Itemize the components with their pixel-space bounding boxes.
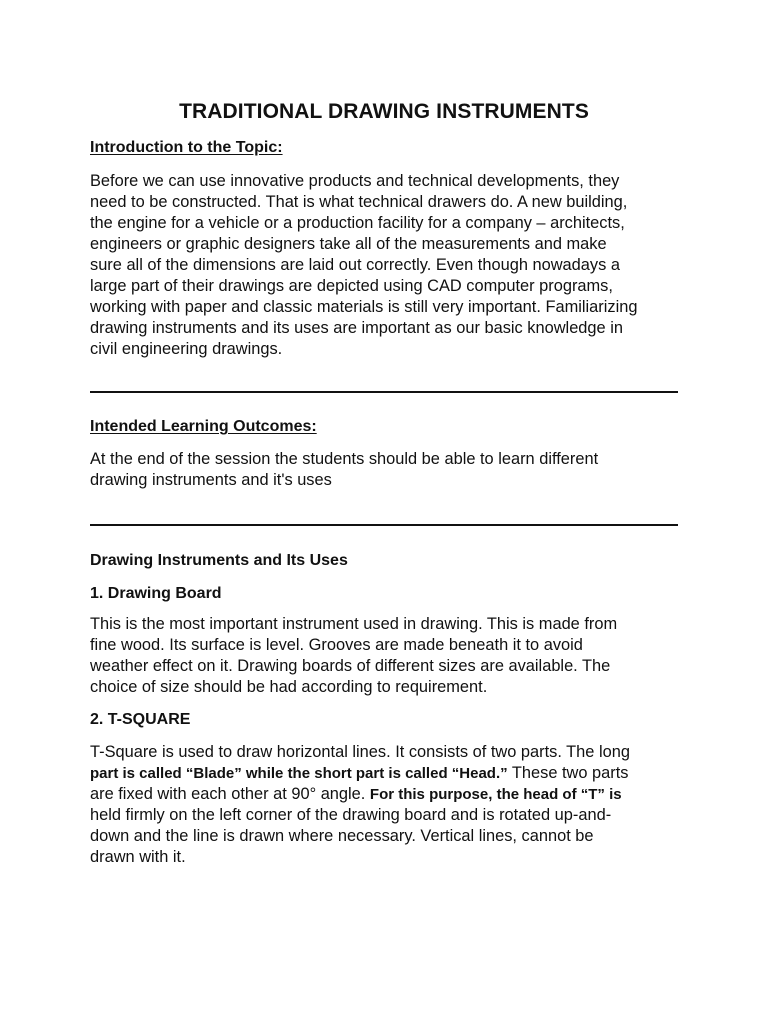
board-line: fine wood. Its surface is level. Grooves are made beneath it to avoid [90,636,583,654]
tsquare-line: T-Square is used to draw horizontal lines. It consists of two parts. The long [90,743,630,761]
board-line: weather effect on it. Drawing boards of different sizes are available. The [90,657,611,675]
outcomes-heading: Intended Learning Outcomes: [90,418,317,435]
intro-line: Before we can use innovative products and technical developments, they [90,172,620,190]
intro-line: working with paper and classic materials is still very important. Familiarizing [90,298,638,316]
intro-line: engineers or graphic designers take all of the measurements and make [90,235,607,253]
intro-line: sure all of the dimensions are laid out correctly. Even though nowadays a [90,256,620,274]
intro-line: civil engineering drawings. [90,340,283,358]
tsquare-bold-text: part is called “Blade” while the short part is called “Head.” [90,765,508,782]
intro-line: the engine for a vehicle or a production facility for a company – architects, [90,214,625,232]
document-title: TRADITIONAL DRAWING INSTRUMENTS [179,100,589,123]
intro-heading: Introduction to the Topic: [90,139,283,156]
board-line: This is the most important instrument used in drawing. This is made from [90,615,618,633]
intro-line: need to be constructed. That is what technical drawers do. A new building, [90,193,628,211]
outcomes-paragraph [90,449,690,491]
tsquare-line: down and the line is drawn where necessary. Vertical lines, cannot be [90,827,594,845]
outcomes-line: drawing instruments and it's uses [90,471,332,489]
intro-line: drawing instruments and its uses are important as our basic knowledge in [90,319,623,337]
section-divider [90,524,678,526]
tsquare-text: are fixed with each other at 90° angle. [90,785,370,803]
tsquare-line [90,763,690,784]
outcomes-line: At the end of the session the students should be able to learn different [90,450,599,468]
t-square-paragraph [90,742,690,868]
drawing-board-paragraph [90,614,690,698]
tsquare-line [90,784,690,805]
t-square-heading: 2. T-SQUARE [90,711,191,728]
board-line: choice of size should be had according to requirement. [90,678,488,696]
section-divider [90,391,678,393]
intro-line: large part of their drawings are depicted using CAD computer programs, [90,277,613,295]
instruments-heading: Drawing Instruments and Its Uses [90,552,348,569]
tsquare-line: drawn with it. [90,848,186,866]
tsquare-line: held firmly on the left corner of the drawing board and is rotated up-and- [90,806,612,824]
tsquare-text: These two parts [507,764,629,782]
tsquare-bold-text: For this purpose, the head of “T” is [369,786,622,803]
drawing-board-heading: 1. Drawing Board [90,585,222,602]
intro-paragraph [90,171,690,360]
